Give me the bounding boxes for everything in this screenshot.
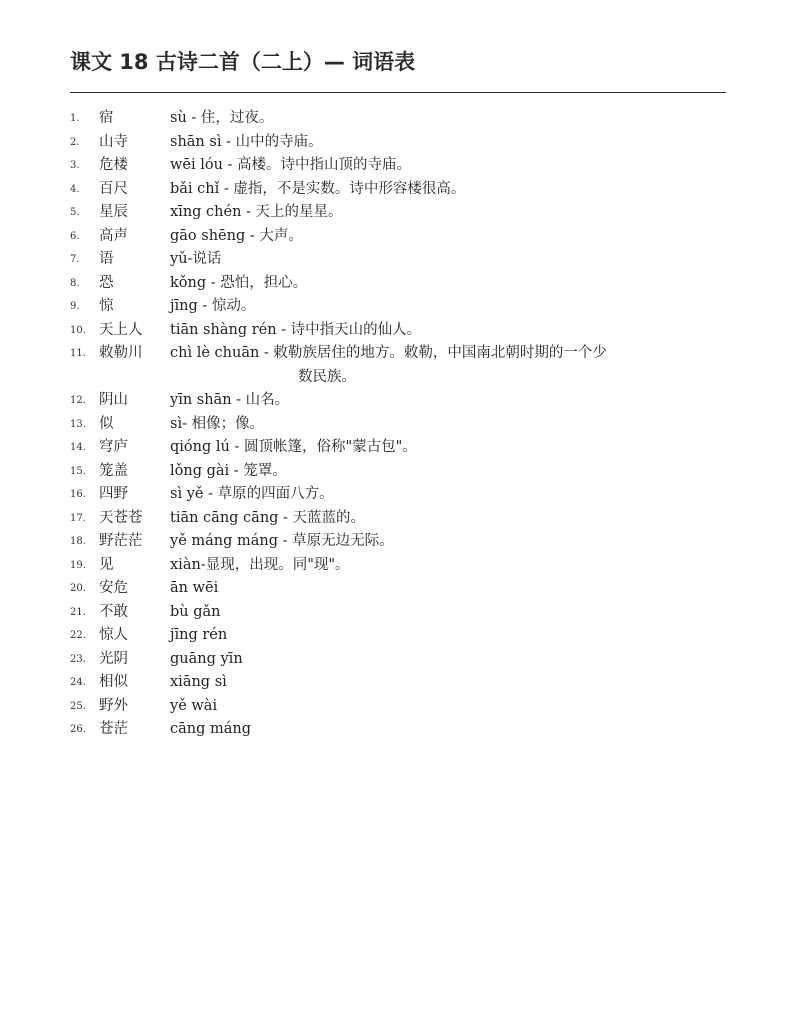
item-word: 阴山 [99, 392, 128, 408]
list-item [70, 671, 730, 695]
list-item [70, 718, 730, 742]
item-definition: bǎi chǐ - 虚指，不是实数。诗中形容楼很高。 [170, 180, 466, 197]
list-item [70, 648, 730, 672]
list-item [70, 178, 730, 202]
list-item [70, 695, 730, 719]
item-definition: wēi lóu - 高楼。诗中指山顶的寺庙。 [170, 157, 412, 173]
item-number: 21. [70, 606, 86, 618]
item-number: 8. [70, 277, 80, 289]
item-definition: jīng rén [170, 627, 228, 643]
item-word: 相似 [99, 674, 128, 690]
item-definition: qióng lú - 圆顶帐篷，俗称"蒙古包"。 [170, 439, 417, 455]
list-item [70, 577, 730, 601]
item-word: 高声 [99, 227, 128, 244]
page-title: 课文 18 古诗二首（二上）— 词语表 [70, 50, 416, 74]
item-definition: sì yě - 草原的四面八方。 [170, 486, 334, 502]
item-definition: jīng - 惊动。 [170, 298, 256, 314]
item-number: 13. [70, 418, 86, 430]
item-definition: sù - 住，过夜。 [170, 110, 274, 126]
item-word: 百尺 [99, 180, 128, 197]
item-definition: kǒng - 恐怕，担心。 [170, 274, 308, 291]
item-word: 敕勒川 [99, 345, 143, 361]
item-definition: bù gǎn [170, 603, 221, 620]
item-word: 穹庐 [99, 439, 128, 455]
item-definition: ān wēi [170, 580, 219, 596]
item-definition-line1: chì lè chuān - 敕勒族居住的地方。敕勒，中国南北朝时期的一个少 [170, 345, 607, 361]
list-item [70, 624, 730, 648]
item-word: 天上人 [99, 321, 143, 338]
item-word: 危楼 [99, 157, 128, 173]
list-item [70, 201, 730, 225]
item-number: 14. [70, 442, 86, 453]
item-number: 11. [70, 348, 86, 359]
item-number: 15. [70, 465, 86, 477]
item-word: 安危 [99, 580, 128, 596]
list-item [70, 601, 730, 625]
list-item [70, 342, 730, 389]
list-item [70, 131, 730, 155]
item-definition [170, 342, 730, 389]
item-definition: yě máng máng - 草原无边无际。 [170, 533, 394, 549]
item-definition-line2: 数民族。 [298, 368, 356, 385]
item-number: 1. [70, 113, 80, 124]
item-number: 19. [70, 559, 86, 571]
item-number: 16. [70, 489, 86, 500]
item-definition: lǒng gài - 笼罩。 [170, 462, 287, 479]
item-definition: xiāng sì [170, 674, 227, 690]
item-number: 20. [70, 583, 86, 594]
item-definition: yīn shān - 山名。 [170, 392, 290, 408]
item-number: 17. [70, 512, 86, 524]
item-word: 不敢 [99, 603, 128, 620]
list-item [70, 319, 730, 343]
item-word: 似 [99, 415, 114, 432]
item-word: 星辰 [99, 204, 128, 220]
item-number: 9. [70, 301, 80, 312]
item-word: 语 [99, 251, 114, 267]
item-word: 见 [99, 556, 114, 573]
list-item [70, 436, 730, 460]
item-number: 26. [70, 724, 86, 735]
list-item [70, 248, 730, 272]
list-item [70, 225, 730, 249]
item-number: 4. [70, 183, 80, 195]
list-item [70, 272, 730, 296]
item-number: 23. [70, 653, 86, 665]
list-item [70, 154, 730, 178]
item-word: 笼盖 [99, 462, 128, 479]
list-item [70, 483, 730, 507]
item-definition: xīng chén - 天上的星星。 [170, 204, 343, 220]
item-word: 天苍苍 [99, 509, 143, 526]
item-definition: guāng yīn [170, 650, 243, 667]
list-item [70, 507, 730, 531]
list-item [70, 460, 730, 484]
list-item [70, 413, 730, 437]
item-word: 惊人 [99, 627, 128, 643]
item-number: 7. [70, 254, 80, 265]
item-word: 光阴 [99, 650, 128, 667]
item-definition: yǔ-说话 [170, 251, 222, 267]
item-number: 18. [70, 536, 86, 547]
item-definition: sì- 相像；像。 [170, 415, 265, 432]
item-definition: tiān shàng rén - 诗中指天山的仙人。 [170, 321, 422, 338]
list-item [70, 107, 730, 131]
item-word: 山寺 [99, 133, 128, 150]
item-number: 10. [70, 324, 86, 336]
item-number: 22. [70, 630, 86, 641]
item-definition: cāng máng [170, 721, 252, 737]
list-item [70, 389, 730, 413]
item-number: 5. [70, 207, 80, 218]
list-item [70, 554, 730, 578]
item-word: 恐 [99, 274, 114, 291]
item-word: 惊 [99, 298, 114, 314]
item-number: 6. [70, 230, 80, 242]
item-definition: xiàn-显现，出现。同"现"。 [170, 556, 350, 573]
item-word: 野茫茫 [99, 533, 143, 549]
item-definition: shān sì - 山中的寺庙。 [170, 133, 323, 150]
list-item [70, 295, 730, 319]
title-divider [70, 92, 726, 93]
list-item [70, 530, 730, 554]
item-word: 苍茫 [99, 721, 128, 737]
item-word: 野外 [99, 697, 128, 714]
item-number: 3. [70, 160, 80, 171]
item-number: 25. [70, 700, 86, 712]
item-number: 2. [70, 136, 80, 148]
item-number: 12. [70, 395, 86, 406]
item-word: 四野 [99, 486, 128, 502]
item-definition: yě wài [170, 697, 218, 714]
item-definition: tiān cāng cāng - 天蓝蓝的。 [170, 509, 366, 526]
item-number: 24. [70, 677, 86, 688]
item-definition: gāo shēng - 大声。 [170, 227, 303, 244]
vocabulary-list [70, 107, 730, 742]
item-word: 宿 [99, 110, 114, 126]
